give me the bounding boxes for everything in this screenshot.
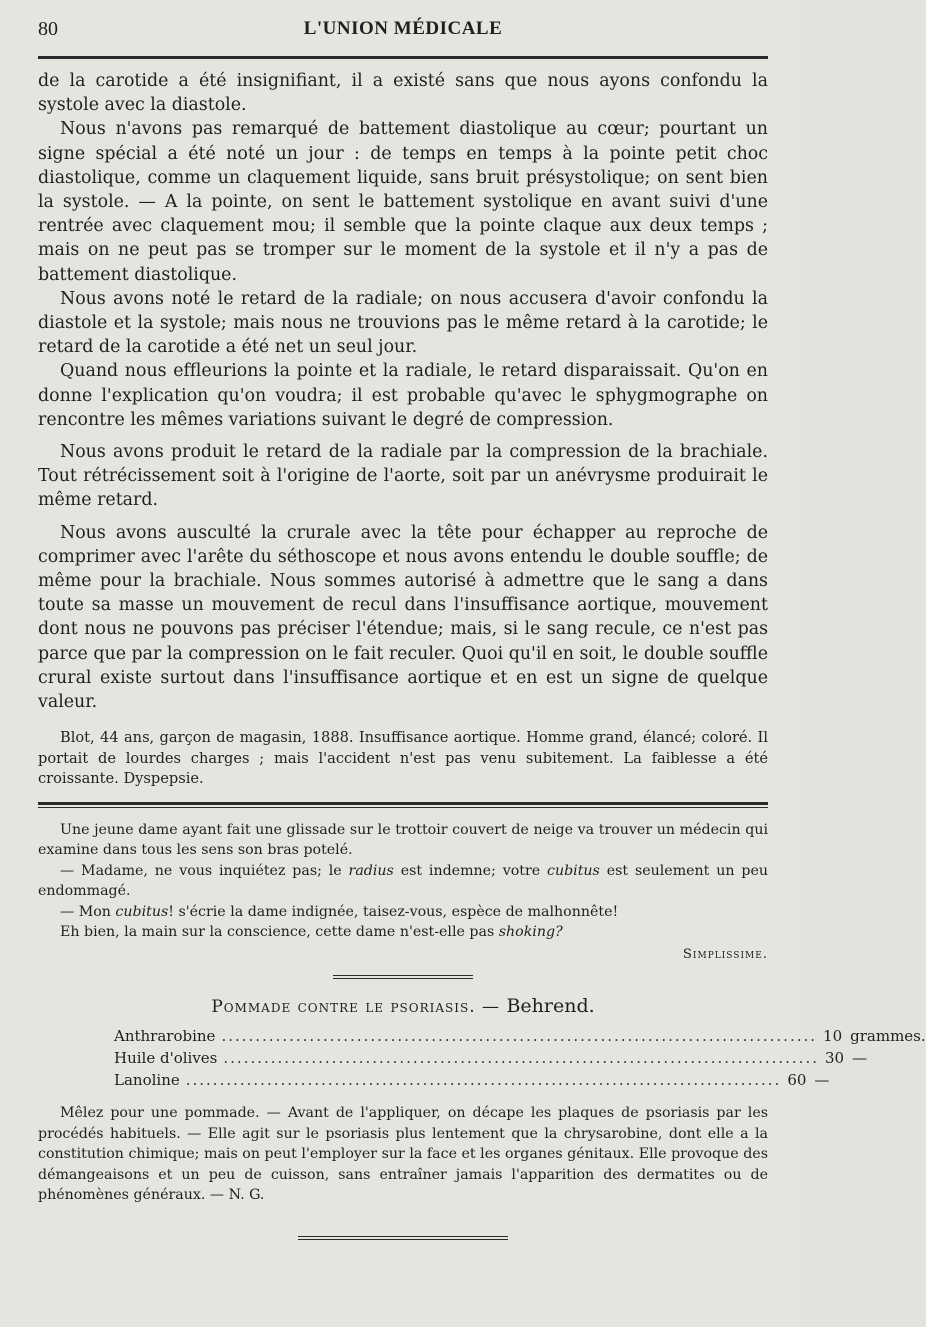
anecdote-paragraph: [38, 902, 768, 923]
anecdote-signature: Simplissime.: [682, 946, 768, 962]
ingredient-name: Lanoline: [114, 1071, 180, 1090]
anecdote-text: ! s'écrie la dame indignée, taisez-vous, espèce de malhonnête!: [168, 903, 619, 920]
ingredient-row: [114, 1047, 868, 1069]
anecdote-text: — Madame, ne vous inquiétez pas; le: [60, 862, 349, 879]
leader-dots: ........................................................................................: [221, 1027, 818, 1046]
case-note-text: Blot, 44 ans, garçon de magasin, 1888. Insuffisance aortique. Homme grand, élancé; coloré. Il portait de lourdes charges ; mais l'accident n'est pas venu subitement. La faiblesse a été croissante. Dyspepsie.: [38, 729, 768, 788]
ingredient-quantity: 10: [823, 1027, 843, 1046]
ingredient-row: [114, 1069, 830, 1091]
anecdote-italic: cubitus: [547, 862, 600, 879]
article-paragraph: Nous avons ausculté la crurale avec la tête pour échapper au reproche de comprimer avec l'arête du séthoscope et nous avons entendu le double souffle; de même pour la brachiale. Nous sommes autorisé à admettre que le sang a dans toute sa masse un mouvement de recul dans l'insuffisance aortique, mouvement dont nous ne pouvons pas préciser l'étendue; mais, si le sang recule, ce n'est pas parce que par la compression on le fait reculer. Quoi qu'il en soit, le double souffle crural existe surtout dans l'insuffisance aortique et en est un signe de quelque valeur.: [38, 522, 768, 713]
article-paragraph: de la carotide a été insignifiant, il a existé sans que nous ayons confondu la systole avec la diastole.: [38, 71, 768, 116]
formula-instructions: [38, 1103, 768, 1206]
case-note: [38, 728, 768, 790]
leader-dots: ........................................................................................: [223, 1049, 819, 1068]
page-header: [38, 14, 768, 50]
anecdote-italic: shoking?: [498, 924, 563, 941]
formula-author: Behrend.: [506, 995, 595, 1018]
anecdote-italic: radius: [348, 862, 394, 879]
anecdote-italic: cubitus: [115, 903, 169, 920]
paragraph-gap: [38, 513, 768, 521]
article-paragraph: Quand nous effleurions la pointe et la radiale, le retard disparaissait. Qu'on en donne l'explication qu'on voudra; il est probable qu'avec le sphygmographe on rencontre les mêmes variations suivant le degré de compression.: [38, 361, 768, 430]
page-number: 80: [38, 18, 58, 40]
ingredient-unit: —: [814, 1071, 830, 1090]
article-body: [38, 69, 768, 714]
paragraph-gap: [38, 432, 768, 440]
formula-title-text: Pommade contre le psoriasis. —: [211, 997, 501, 1018]
ingredient-unit: grammes.: [850, 1027, 926, 1046]
article-paragraph: Nous n'avons pas remarqué de battement diastolique au cœur; pourtant un signe spécial a été noté un jour : de temps en temps à la pointe petit choc diastolique, comme un claquement liquide, sans bruit présystolique; on sent bien la systole. — A la pointe, on sent le battement systolique en avant suivi d'une rentrée avec claquement mou; il semble que la pointe claque aux deux temps ; mais on ne peut pas se tromper sur le moment de la systole et il n'y a pas de battement diastolique.: [38, 119, 768, 285]
section-rule: [38, 802, 768, 808]
header-rule: [38, 56, 768, 59]
ingredient-quantity: 30: [824, 1049, 845, 1068]
ingredient-row: [114, 1025, 926, 1047]
ingredient-name: Huile d'olives: [114, 1049, 218, 1068]
ingredient-quantity: 60: [787, 1071, 807, 1090]
anecdote-text: est seulement un peu endommagé.: [38, 862, 768, 900]
anecdote-paragraph: [38, 861, 768, 902]
anecdote-text: Eh bien, la main sur la conscience, cette dame n'est-elle pas: [60, 924, 499, 941]
instructions-text: Mêlez pour une pommade. — Avant de l'appliquer, on décape les plaques de psoriasis par les procédés habituels. — Elle agit sur le psoriasis plus lentement que la chrysarobine, dont elle a la constitution chimique; mais on peut l'employer sur la face et les organes génitaux. Elle provoque des démangeaisons et un peu de cuisson, sans entraîner jamais l'apparition des dermatites ou de phénomènes généraux. — N. G.: [38, 1105, 768, 1204]
formula-title: [38, 995, 768, 1017]
anecdote-text: — Mon: [60, 903, 116, 920]
anecdote-text: est indemne; votre: [393, 862, 548, 879]
article-paragraph: Nous avons noté le retard de la radiale; on nous accusera d'avoir confondu la diastole et la systole; mais nous ne trouvions pas le même retard à la carotide; le retard de la carotide a été net un seul jour.: [38, 288, 768, 358]
running-title: L'UNION MÉDICALE: [303, 18, 503, 39]
anecdote-paragraph: [38, 922, 768, 943]
article-paragraph: Nous avons produit le retard de la radiale par la compression de la brachiale. Tout rétrécissement soit à l'origine de l'aorte, soit par un anévrysme produirait le même retard.: [38, 442, 768, 511]
leader-dots: ........................................................................................: [185, 1071, 782, 1090]
anecdote: [38, 820, 768, 966]
ingredient-name: Anthrarobine: [114, 1027, 216, 1046]
short-divider: [333, 975, 473, 979]
bottom-divider: [298, 1236, 508, 1240]
ingredient-list: [114, 1025, 926, 1091]
ingredient-unit: —: [852, 1049, 868, 1068]
anecdote-paragraph: Une jeune dame ayant fait une glissade sur le trottoir couvert de neige va trouver un médecin qui examine dans tous les sens son bras potelé.: [38, 821, 768, 859]
